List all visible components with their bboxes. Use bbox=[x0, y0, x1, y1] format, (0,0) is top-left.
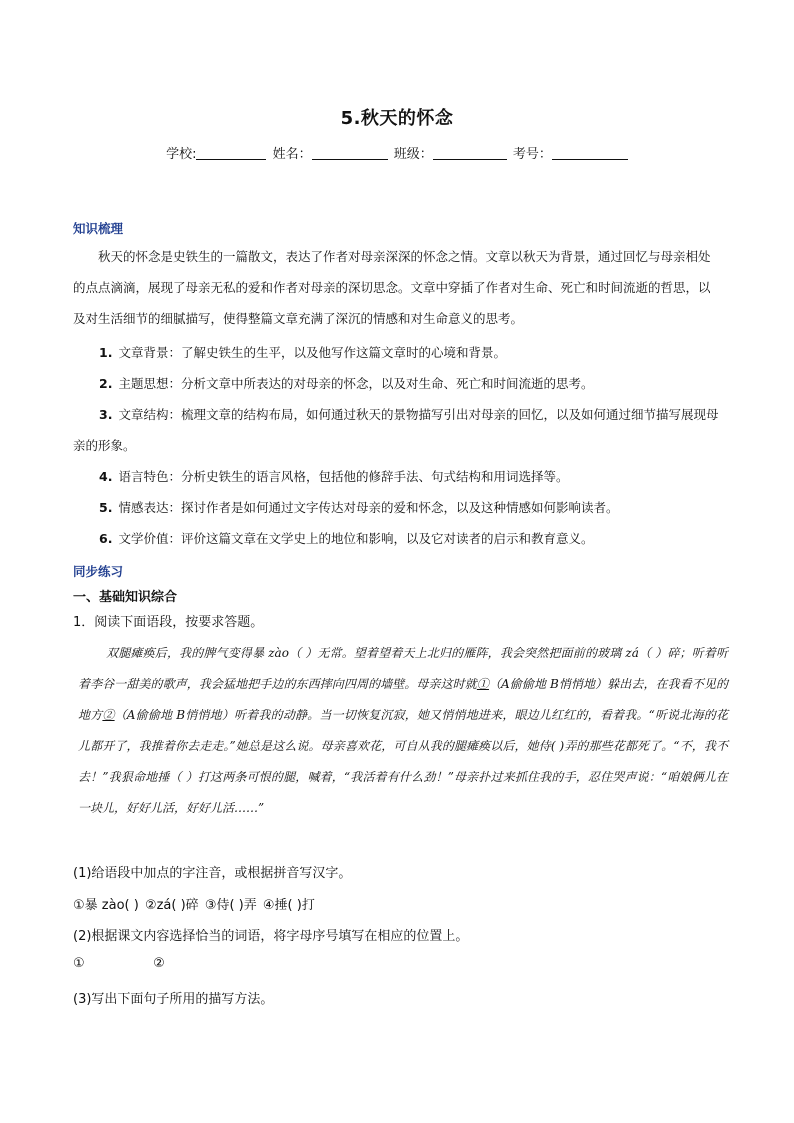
page-title: 5.秋天的怀念 bbox=[340, 108, 454, 129]
school-field: 学校: bbox=[166, 143, 266, 162]
question-1: 1．阅读下面语段，按要求答题。 bbox=[73, 615, 264, 630]
answer-slot[interactable]: ②zá( )碎 bbox=[144, 898, 199, 913]
knowledge-heading: 知识梳理 bbox=[73, 221, 124, 236]
knowledge-item: 5. 情感表达：探讨作者是如何通过文字传达对母亲的爱和怀念，以及这种情感如何影响读者。 bbox=[99, 500, 619, 515]
knowledge-item: 1. 文章背景：了解史铁生的生平，以及他写作这篇文章时的心境和背景。 bbox=[99, 345, 506, 360]
answer-slot[interactable]: ③侍( )弄 bbox=[204, 898, 257, 913]
name-field: 姓名： bbox=[273, 143, 388, 162]
name-blank[interactable] bbox=[312, 146, 388, 160]
exam-number-field: 考号： bbox=[513, 143, 628, 162]
sub-question-2: (2)根据课文内容选择恰当的词语，将字母序号填写在相应的位置上。 bbox=[73, 929, 469, 944]
part-one-heading: 一、基础知识综合 bbox=[73, 590, 178, 605]
class-blank[interactable] bbox=[433, 146, 507, 160]
practice-heading: 同步练习 bbox=[73, 564, 124, 579]
class-field: 班级： bbox=[394, 143, 507, 162]
blank-1[interactable]: ① bbox=[476, 677, 489, 691]
reading-excerpt: 双腿瘫痪后，我的脾气变得暴 zào（ ）无常。望着望着天上北归的雁阵，我会突然把面前的玻璃 zá（ ）碎；听着听着李谷一甜美的歌声，我会猛地把手边的东西摔向四周的墙壁。母亲这时就①（A偷偷地 B悄悄地）躲出去，在我看不见的地方②（A偷偷地 B悄悄地）听着我的动静。当一切恢复沉寂，她又悄悄地进来，眼边儿红红的，看着我。“听说北海的花儿都开了，我推着你去走走。”她总是这么说。母亲喜欢花，可自从我的腿瘫痪以后，她侍( )弄的那些花都死了。“不，我不去！”我狠命地捶（ ）打这两条可恨的腿，喊着，“我活着有什么劲！”母亲扑过来抓住我的手，忍住哭声说：“咱娘俩儿在一块儿，好好儿活，好好儿活……” bbox=[78, 646, 728, 815]
knowledge-item: 2. 主题思想：分析文章中所表达的对母亲的怀念，以及对生命、死亡和时间流逝的思考。 bbox=[99, 376, 594, 391]
sub-question-2-answers bbox=[73, 956, 165, 971]
knowledge-item: 3. 文章结构：梳理文章的结构布局，如何通过秋天的景物描写引出对母亲的回忆，以及如何通过细节描写展现母亲的形象。 bbox=[73, 407, 719, 453]
sub-question-1: (1)给语段中加点的字注音，或根据拼音写汉字。 bbox=[73, 866, 352, 881]
sub-question-1-answers bbox=[73, 894, 315, 913]
student-info-line bbox=[0, 143, 794, 162]
knowledge-item: 6. 文学价值：评价这篇文章在文学史上的地位和影响，以及它对读者的启示和教育意义。 bbox=[99, 531, 594, 546]
knowledge-item: 4. 语言特色：分析史铁生的语言风格，包括他的修辞手法、句式结构和用词选择等。 bbox=[99, 469, 569, 484]
sub-question-3: (3)写出下面句子所用的描写方法。 bbox=[73, 992, 274, 1007]
answer-slot[interactable]: ①暴 zào( ) bbox=[73, 898, 139, 913]
knowledge-intro: 秋天的怀念是史铁生的一篇散文，表达了作者对母亲深深的怀念之情。文章以秋天为背景，通过回忆与母亲相处的点点滴滴，展现了母亲无私的爱和作者对母亲的深切思念。文章中穿插了作者对生命、死亡和时间流逝的哲思，以及对生活细节的细腻描写，使得整篇文章充满了深沉的情感和对生命意义的思考。 bbox=[73, 249, 711, 326]
answer-slot[interactable]: ④捶( )打 bbox=[262, 898, 315, 913]
answer-slot[interactable]: ② bbox=[153, 956, 165, 971]
blank-2[interactable]: ② bbox=[102, 708, 115, 722]
answer-slot[interactable]: ① bbox=[73, 956, 85, 971]
school-blank[interactable] bbox=[196, 146, 266, 160]
exam-number-blank[interactable] bbox=[552, 146, 628, 160]
